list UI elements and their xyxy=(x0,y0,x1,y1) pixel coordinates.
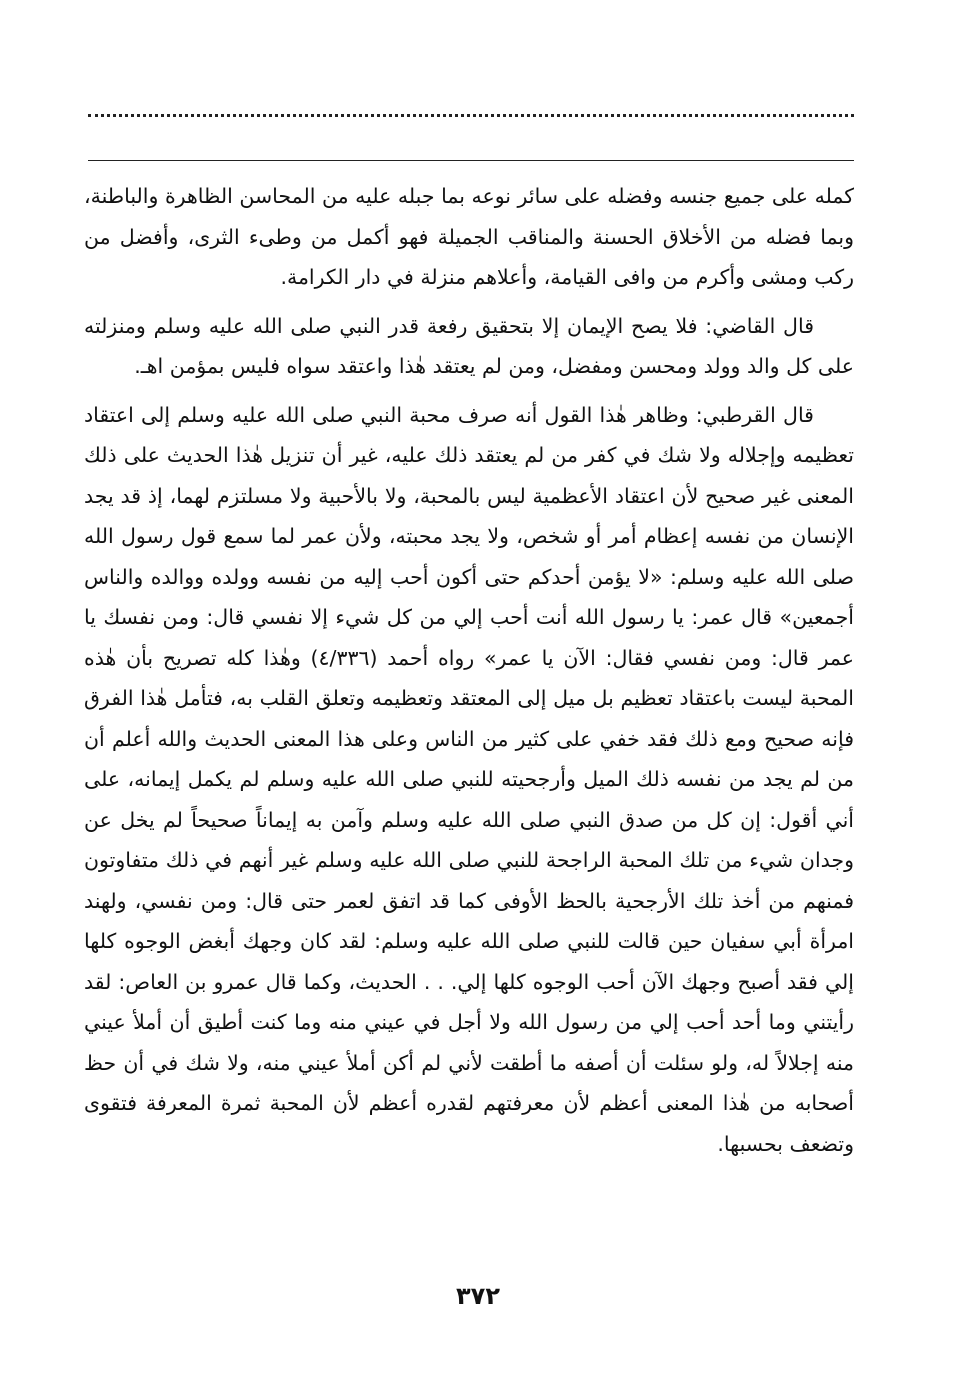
paragraph-qurtubi: قال القرطبي: وظاهر هٰذا القول أنه صرف محبة النبي صلى الله عليه وسلم إلى اعتقاد تعظيمه وإجلاله ولا شك في كفر من لم يعتقد ذلك عليه، غير أن تنزيل هٰذا الحديث على ذلك المعنى غير صحيح لأن اعتقاد الأعظمية ليس بالمحبة، ولا بالأحبية ولا مسلتزم لهما، إذ قد يجد الإنسان من نفسه إعظام أمر أو شخص، ولا يجد محبته، ولأن عمر لما سمع قول رسول الله صلى الله عليه وسلم: «لا يؤمن أحدكم حتى أكون أحب إليه من نفسه وولده ووالده والناس أجمعين» قال عمر: يا رسول الله أنت أحب إلي من كل شيء إلا نفسي قال: ومن نفسك يا عمر قال: ومن نفسي فقال: الآن يا عمر» رواه أحمد (٤/٣٣٦) وهٰذا كله تصريح بأن هٰذه المحبة ليست باعتقاد تعظيم بل ميل إلى المعتقد وتعظيمه وتعلق القلب به، فتأمل هٰذا الفرق فإنه صحيح ومع ذلك فقد خفي على كثير من الناس وعلى هذا المعنى الحديث والله أعلم أن من لم يجد من نفسه ذلك الميل وأرجحيته للنبي صلى الله عليه وسلم لم يكمل إيمانه، على أني أقول: إن كل من صدق النبي صلى الله عليه وسلم وآمن به إيماناً صحيحاً لم يخل عن وجدان شيء من تلك المحبة الراجحة للنبي صلى الله عليه وسلم غير أنهم في ذلك متفاوتون فمنهم من أخذ تلك الأرجحية بالحظ الأوفى كما قد اتفق لعمر حتى قال: ومن نفسي، ولهند امرأة أبي سفيان حين قالت للنبي صلى الله عليه وسلم: لقد كان وجهك أبغض الوجوه كلها إلي فقد أصبح وجهك الآن أحب الوجوه كلها إلي. . . الحديث، وكما قال عمرو بن العاص: لقد رأيتني وما أحد أحب إلي من رسول الله ولا أجل في عيني منه وما كنت أطيق أن أملأ عيني منه إجلالاً له، ولو سئلت أن أصفه ما أطقت لأني لم أكن أملأ عيني منه، ولا شك في أن حظ أصحابه من هٰذا المعنى أعظم لأن معرفتهم لقدره أعظم لأن المحبة ثمرة المعرفة فتقوى وتضعف بحسبها. xyxy=(84,402,854,1156)
body-text xyxy=(84,176,854,1172)
header-dotted-rule xyxy=(88,114,854,117)
page-number: ٣٧٢ xyxy=(456,1282,500,1310)
paragraph-continuation: كمله على جميع جنسه وفضله على سائر نوعه بما جبله عليه من المحاسن الظاهرة والباطنة، وبما فضله من الأخلاق الحسنة والمناقب الجميلة فهو أكمل من وطىء الثرى، وأفضل من ركب ومشى وأكرم من وافى القيامة، وأعلاهم منزلة في دار الكرامة. xyxy=(84,184,854,289)
header-solid-rule xyxy=(88,160,854,161)
paragraph-qadi: قال القاضي: فلا يصح الإيمان إلا بتحقيق رفعة قدر النبي صلى الله عليه وسلم ومنزلته على كل والد وولد ومحسن ومفضل، ومن لم يعتقد هٰذا واعتقد سواه فليس بمؤمن اهـ. xyxy=(84,313,854,378)
